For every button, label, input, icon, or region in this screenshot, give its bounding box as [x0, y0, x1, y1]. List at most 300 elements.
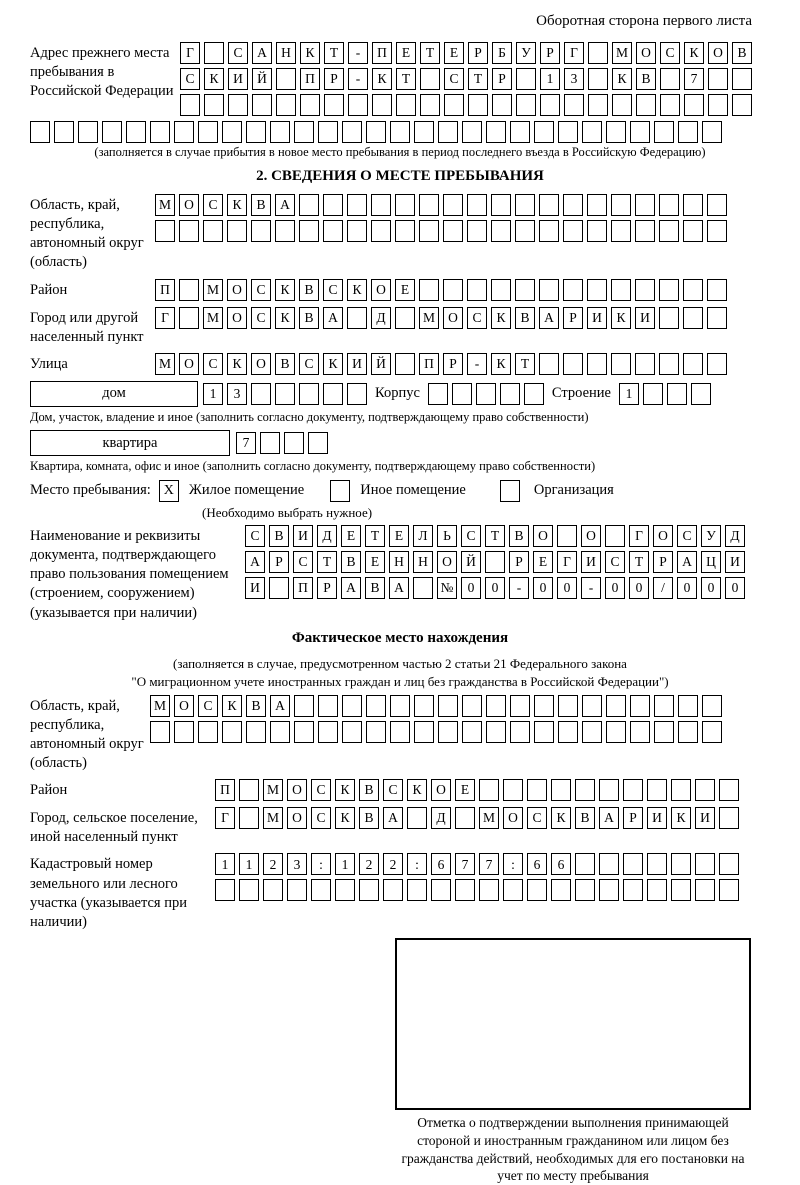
char-cell[interactable] — [444, 94, 464, 116]
checkbox-zhiloe[interactable]: X — [159, 480, 179, 502]
char-cell[interactable]: В — [269, 525, 289, 547]
char-cell[interactable]: Т — [365, 525, 385, 547]
char-cell[interactable] — [630, 721, 650, 743]
char-cell[interactable]: Й — [252, 68, 272, 90]
char-cell[interactable] — [643, 383, 663, 405]
char-cell[interactable]: 1 — [619, 383, 639, 405]
char-cell[interactable] — [371, 220, 391, 242]
char-cell[interactable]: С — [605, 551, 625, 573]
char-cell[interactable]: Г — [564, 42, 584, 64]
char-cell[interactable]: А — [270, 695, 290, 717]
char-cell[interactable]: К — [335, 807, 355, 829]
char-cell[interactable] — [390, 721, 410, 743]
char-cell[interactable] — [588, 42, 608, 64]
char-cell[interactable] — [275, 220, 295, 242]
char-cell[interactable] — [318, 721, 338, 743]
char-cell[interactable] — [54, 121, 74, 143]
char-cell[interactable] — [623, 853, 643, 875]
char-cell[interactable] — [659, 307, 679, 329]
char-cell[interactable]: М — [612, 42, 632, 64]
char-cell[interactable]: О — [371, 279, 391, 301]
char-cell[interactable] — [539, 353, 559, 375]
char-cell[interactable]: К — [491, 353, 511, 375]
char-cell[interactable]: С — [323, 279, 343, 301]
char-cell[interactable] — [635, 220, 655, 242]
char-cell[interactable] — [599, 879, 619, 901]
char-cell[interactable]: 1 — [239, 853, 259, 875]
char-cell[interactable]: - — [348, 42, 368, 64]
char-cell[interactable]: М — [155, 194, 175, 216]
char-cell[interactable] — [342, 721, 362, 743]
char-cell[interactable]: С — [203, 353, 223, 375]
char-cell[interactable]: О — [227, 307, 247, 329]
char-cell[interactable] — [678, 721, 698, 743]
char-cell[interactable] — [683, 279, 703, 301]
char-cell[interactable] — [228, 94, 248, 116]
char-cell[interactable]: 1 — [335, 853, 355, 875]
char-cell[interactable] — [347, 220, 367, 242]
char-cell[interactable]: О — [287, 779, 307, 801]
char-cell[interactable] — [179, 220, 199, 242]
char-cell[interactable] — [510, 121, 530, 143]
char-cell[interactable] — [683, 194, 703, 216]
char-cell[interactable] — [468, 94, 488, 116]
char-cell[interactable]: А — [275, 194, 295, 216]
char-cell[interactable] — [647, 779, 667, 801]
checkbox-inoe[interactable] — [330, 480, 350, 502]
char-cell[interactable] — [611, 353, 631, 375]
char-cell[interactable]: С — [444, 68, 464, 90]
char-cell[interactable]: С — [198, 695, 218, 717]
char-cell[interactable]: Е — [444, 42, 464, 64]
char-cell[interactable] — [462, 721, 482, 743]
char-cell[interactable] — [276, 94, 296, 116]
char-cell[interactable] — [630, 695, 650, 717]
char-cell[interactable] — [414, 721, 434, 743]
char-cell[interactable]: 2 — [359, 853, 379, 875]
char-cell[interactable] — [222, 721, 242, 743]
char-cell[interactable] — [695, 879, 715, 901]
char-cell[interactable]: 0 — [725, 577, 745, 599]
char-cell[interactable]: - — [467, 353, 487, 375]
char-cell[interactable] — [311, 879, 331, 901]
char-cell[interactable]: И — [725, 551, 745, 573]
char-cell[interactable]: 0 — [605, 577, 625, 599]
char-cell[interactable] — [606, 695, 626, 717]
char-cell[interactable]: В — [359, 807, 379, 829]
char-cell[interactable] — [407, 807, 427, 829]
char-cell[interactable]: Р — [468, 42, 488, 64]
char-cell[interactable] — [563, 353, 583, 375]
char-cell[interactable] — [684, 94, 704, 116]
char-cell[interactable]: Ц — [701, 551, 721, 573]
char-cell[interactable] — [611, 220, 631, 242]
char-cell[interactable] — [414, 121, 434, 143]
char-cell[interactable]: С — [180, 68, 200, 90]
char-cell[interactable] — [599, 853, 619, 875]
char-cell[interactable] — [239, 879, 259, 901]
char-cell[interactable] — [390, 695, 410, 717]
char-cell[interactable] — [263, 879, 283, 901]
char-cell[interactable]: М — [263, 807, 283, 829]
char-cell[interactable]: С — [467, 307, 487, 329]
char-cell[interactable]: И — [228, 68, 248, 90]
char-cell[interactable] — [126, 121, 146, 143]
char-cell[interactable]: 6 — [551, 853, 571, 875]
char-cell[interactable] — [347, 194, 367, 216]
char-cell[interactable]: Б — [492, 42, 512, 64]
char-cell[interactable]: В — [359, 779, 379, 801]
char-cell[interactable]: А — [341, 577, 361, 599]
char-cell[interactable] — [587, 353, 607, 375]
checkbox-org[interactable] — [500, 480, 520, 502]
char-cell[interactable]: С — [245, 525, 265, 547]
char-cell[interactable]: Й — [371, 353, 391, 375]
char-cell[interactable] — [605, 525, 625, 547]
char-cell[interactable]: Р — [443, 353, 463, 375]
char-cell[interactable] — [318, 121, 338, 143]
char-cell[interactable] — [510, 695, 530, 717]
char-cell[interactable]: Н — [276, 42, 296, 64]
char-cell[interactable]: Т — [468, 68, 488, 90]
char-cell[interactable] — [383, 879, 403, 901]
char-cell[interactable]: : — [311, 853, 331, 875]
char-cell[interactable]: А — [383, 807, 403, 829]
char-cell[interactable]: О — [179, 353, 199, 375]
char-cell[interactable]: Ь — [437, 525, 457, 547]
char-cell[interactable] — [516, 68, 536, 90]
char-cell[interactable] — [486, 721, 506, 743]
char-cell[interactable]: 1 — [203, 383, 223, 405]
char-cell[interactable] — [551, 879, 571, 901]
char-cell[interactable] — [524, 383, 544, 405]
char-cell[interactable] — [564, 94, 584, 116]
char-cell[interactable]: Р — [492, 68, 512, 90]
char-cell[interactable]: К — [347, 279, 367, 301]
char-cell[interactable] — [630, 121, 650, 143]
char-cell[interactable]: С — [383, 779, 403, 801]
char-cell[interactable]: В — [251, 194, 271, 216]
char-cell[interactable] — [239, 807, 259, 829]
char-cell[interactable] — [252, 94, 272, 116]
char-cell[interactable]: 3 — [564, 68, 584, 90]
char-cell[interactable] — [251, 220, 271, 242]
char-cell[interactable] — [198, 121, 218, 143]
char-cell[interactable] — [707, 220, 727, 242]
char-cell[interactable]: В — [515, 307, 535, 329]
char-cell[interactable] — [582, 721, 602, 743]
char-cell[interactable] — [371, 194, 391, 216]
char-cell[interactable] — [443, 194, 463, 216]
char-cell[interactable] — [540, 94, 560, 116]
char-cell[interactable] — [551, 779, 571, 801]
char-cell[interactable]: 0 — [461, 577, 481, 599]
char-cell[interactable]: А — [245, 551, 265, 573]
char-cell[interactable] — [413, 577, 433, 599]
char-cell[interactable] — [606, 121, 626, 143]
char-cell[interactable] — [582, 121, 602, 143]
char-cell[interactable]: 0 — [677, 577, 697, 599]
char-cell[interactable] — [438, 695, 458, 717]
char-cell[interactable]: И — [647, 807, 667, 829]
char-cell[interactable]: Д — [371, 307, 391, 329]
char-cell[interactable]: Г — [180, 42, 200, 64]
char-cell[interactable] — [251, 383, 271, 405]
char-cell[interactable] — [606, 721, 626, 743]
char-cell[interactable]: К — [227, 353, 247, 375]
char-cell[interactable] — [227, 220, 247, 242]
char-cell[interactable]: 2 — [383, 853, 403, 875]
char-cell[interactable] — [294, 721, 314, 743]
char-cell[interactable] — [324, 94, 344, 116]
char-cell[interactable]: С — [203, 194, 223, 216]
char-cell[interactable]: С — [293, 551, 313, 573]
char-cell[interactable] — [396, 94, 416, 116]
char-cell[interactable] — [515, 220, 535, 242]
char-cell[interactable] — [431, 879, 451, 901]
char-cell[interactable] — [636, 94, 656, 116]
char-cell[interactable] — [702, 721, 722, 743]
char-cell[interactable] — [428, 383, 448, 405]
char-cell[interactable] — [678, 695, 698, 717]
char-cell[interactable] — [30, 121, 50, 143]
char-cell[interactable] — [462, 121, 482, 143]
char-cell[interactable]: А — [252, 42, 272, 64]
char-cell[interactable]: М — [155, 353, 175, 375]
char-cell[interactable] — [180, 94, 200, 116]
char-cell[interactable] — [420, 94, 440, 116]
char-cell[interactable]: П — [300, 68, 320, 90]
char-cell[interactable]: К — [612, 68, 632, 90]
char-cell[interactable] — [102, 121, 122, 143]
char-cell[interactable] — [659, 279, 679, 301]
char-cell[interactable]: О — [533, 525, 553, 547]
char-cell[interactable] — [299, 383, 319, 405]
char-cell[interactable]: 3 — [287, 853, 307, 875]
char-cell[interactable]: В — [365, 577, 385, 599]
char-cell[interactable]: О — [437, 551, 457, 573]
char-cell[interactable] — [732, 68, 752, 90]
char-cell[interactable]: И — [635, 307, 655, 329]
char-cell[interactable]: О — [287, 807, 307, 829]
char-cell[interactable] — [575, 853, 595, 875]
char-cell[interactable]: К — [204, 68, 224, 90]
char-cell[interactable] — [707, 279, 727, 301]
char-cell[interactable]: П — [419, 353, 439, 375]
char-cell[interactable] — [563, 194, 583, 216]
char-cell[interactable] — [635, 279, 655, 301]
char-cell[interactable] — [78, 121, 98, 143]
char-cell[interactable] — [179, 307, 199, 329]
char-cell[interactable]: С — [228, 42, 248, 64]
char-cell[interactable] — [558, 121, 578, 143]
char-cell[interactable] — [671, 779, 691, 801]
char-cell[interactable] — [204, 94, 224, 116]
char-cell[interactable]: 2 — [263, 853, 283, 875]
char-cell[interactable]: 6 — [527, 853, 547, 875]
char-cell[interactable] — [732, 94, 752, 116]
char-cell[interactable] — [534, 695, 554, 717]
char-cell[interactable]: К — [275, 279, 295, 301]
char-cell[interactable]: Е — [365, 551, 385, 573]
char-cell[interactable]: 0 — [629, 577, 649, 599]
char-cell[interactable] — [515, 279, 535, 301]
char-cell[interactable] — [299, 220, 319, 242]
char-cell[interactable]: Р — [563, 307, 583, 329]
char-cell[interactable]: И — [581, 551, 601, 573]
char-cell[interactable]: 6 — [431, 853, 451, 875]
char-cell[interactable]: Д — [317, 525, 337, 547]
char-cell[interactable]: В — [275, 353, 295, 375]
char-cell[interactable] — [455, 879, 475, 901]
char-cell[interactable]: М — [419, 307, 439, 329]
char-cell[interactable]: Т — [485, 525, 505, 547]
char-cell[interactable]: 0 — [533, 577, 553, 599]
char-cell[interactable] — [467, 279, 487, 301]
char-cell[interactable]: О — [251, 353, 271, 375]
char-cell[interactable]: В — [732, 42, 752, 64]
char-cell[interactable] — [719, 807, 739, 829]
char-cell[interactable] — [462, 695, 482, 717]
char-cell[interactable] — [348, 94, 368, 116]
char-cell[interactable]: - — [509, 577, 529, 599]
char-cell[interactable] — [372, 94, 392, 116]
char-cell[interactable] — [486, 121, 506, 143]
char-cell[interactable] — [222, 121, 242, 143]
char-cell[interactable] — [443, 220, 463, 242]
char-cell[interactable] — [691, 383, 711, 405]
char-cell[interactable]: Р — [653, 551, 673, 573]
char-cell[interactable] — [702, 121, 722, 143]
char-cell[interactable] — [260, 432, 280, 454]
char-cell[interactable] — [588, 94, 608, 116]
char-cell[interactable]: А — [677, 551, 697, 573]
apartment-type-box[interactable]: квартира — [30, 430, 230, 456]
char-cell[interactable]: К — [491, 307, 511, 329]
char-cell[interactable] — [452, 383, 472, 405]
char-cell[interactable] — [557, 525, 577, 547]
char-cell[interactable]: К — [684, 42, 704, 64]
char-cell[interactable] — [635, 194, 655, 216]
char-cell[interactable] — [467, 220, 487, 242]
char-cell[interactable]: А — [389, 577, 409, 599]
char-cell[interactable]: В — [636, 68, 656, 90]
char-cell[interactable] — [719, 779, 739, 801]
char-cell[interactable] — [438, 121, 458, 143]
char-cell[interactable]: Р — [317, 577, 337, 599]
char-cell[interactable] — [366, 695, 386, 717]
char-cell[interactable]: 1 — [540, 68, 560, 90]
char-cell[interactable] — [203, 220, 223, 242]
char-cell[interactable] — [707, 194, 727, 216]
char-cell[interactable] — [695, 853, 715, 875]
char-cell[interactable]: / — [653, 577, 673, 599]
char-cell[interactable]: Г — [557, 551, 577, 573]
char-cell[interactable]: М — [203, 307, 223, 329]
char-cell[interactable] — [659, 220, 679, 242]
char-cell[interactable] — [420, 68, 440, 90]
char-cell[interactable]: К — [227, 194, 247, 216]
char-cell[interactable]: 1 — [215, 853, 235, 875]
char-cell[interactable] — [708, 94, 728, 116]
char-cell[interactable] — [611, 279, 631, 301]
char-cell[interactable] — [671, 879, 691, 901]
char-cell[interactable] — [215, 879, 235, 901]
char-cell[interactable]: Р — [269, 551, 289, 573]
char-cell[interactable]: И — [293, 525, 313, 547]
char-cell[interactable]: 0 — [485, 577, 505, 599]
char-cell[interactable]: 7 — [455, 853, 475, 875]
char-cell[interactable]: П — [215, 779, 235, 801]
char-cell[interactable]: Л — [413, 525, 433, 547]
char-cell[interactable] — [516, 94, 536, 116]
char-cell[interactable]: К — [372, 68, 392, 90]
char-cell[interactable] — [174, 721, 194, 743]
char-cell[interactable]: Н — [413, 551, 433, 573]
char-cell[interactable] — [503, 879, 523, 901]
char-cell[interactable]: С — [527, 807, 547, 829]
char-cell[interactable]: С — [461, 525, 481, 547]
char-cell[interactable] — [539, 220, 559, 242]
char-cell[interactable] — [347, 383, 367, 405]
char-cell[interactable] — [659, 194, 679, 216]
char-cell[interactable] — [323, 194, 343, 216]
char-cell[interactable] — [150, 721, 170, 743]
char-cell[interactable] — [269, 577, 289, 599]
char-cell[interactable] — [660, 68, 680, 90]
char-cell[interactable] — [587, 194, 607, 216]
char-cell[interactable] — [204, 42, 224, 64]
char-cell[interactable]: Е — [396, 42, 416, 64]
char-cell[interactable]: В — [299, 279, 319, 301]
char-cell[interactable] — [150, 121, 170, 143]
char-cell[interactable] — [300, 94, 320, 116]
char-cell[interactable] — [443, 279, 463, 301]
char-cell[interactable] — [612, 94, 632, 116]
char-cell[interactable]: - — [348, 68, 368, 90]
char-cell[interactable]: Т — [515, 353, 535, 375]
char-cell[interactable] — [611, 194, 631, 216]
char-cell[interactable] — [707, 353, 727, 375]
char-cell[interactable]: М — [479, 807, 499, 829]
char-cell[interactable] — [479, 779, 499, 801]
char-cell[interactable]: С — [299, 353, 319, 375]
char-cell[interactable] — [455, 807, 475, 829]
house-type-box[interactable]: дом — [30, 381, 198, 407]
char-cell[interactable]: Е — [389, 525, 409, 547]
char-cell[interactable] — [491, 194, 511, 216]
char-cell[interactable]: Р — [509, 551, 529, 573]
char-cell[interactable] — [719, 879, 739, 901]
char-cell[interactable] — [647, 879, 667, 901]
char-cell[interactable]: 7 — [479, 853, 499, 875]
char-cell[interactable] — [270, 721, 290, 743]
char-cell[interactable] — [366, 721, 386, 743]
char-cell[interactable] — [500, 383, 520, 405]
char-cell[interactable]: 7 — [236, 432, 256, 454]
char-cell[interactable]: У — [516, 42, 536, 64]
char-cell[interactable]: С — [660, 42, 680, 64]
char-cell[interactable]: У — [701, 525, 721, 547]
char-cell[interactable]: Р — [324, 68, 344, 90]
char-cell[interactable]: № — [437, 577, 457, 599]
char-cell[interactable] — [347, 307, 367, 329]
char-cell[interactable]: П — [155, 279, 175, 301]
char-cell[interactable] — [284, 432, 304, 454]
char-cell[interactable] — [667, 383, 687, 405]
char-cell[interactable]: К — [671, 807, 691, 829]
char-cell[interactable]: Г — [215, 807, 235, 829]
